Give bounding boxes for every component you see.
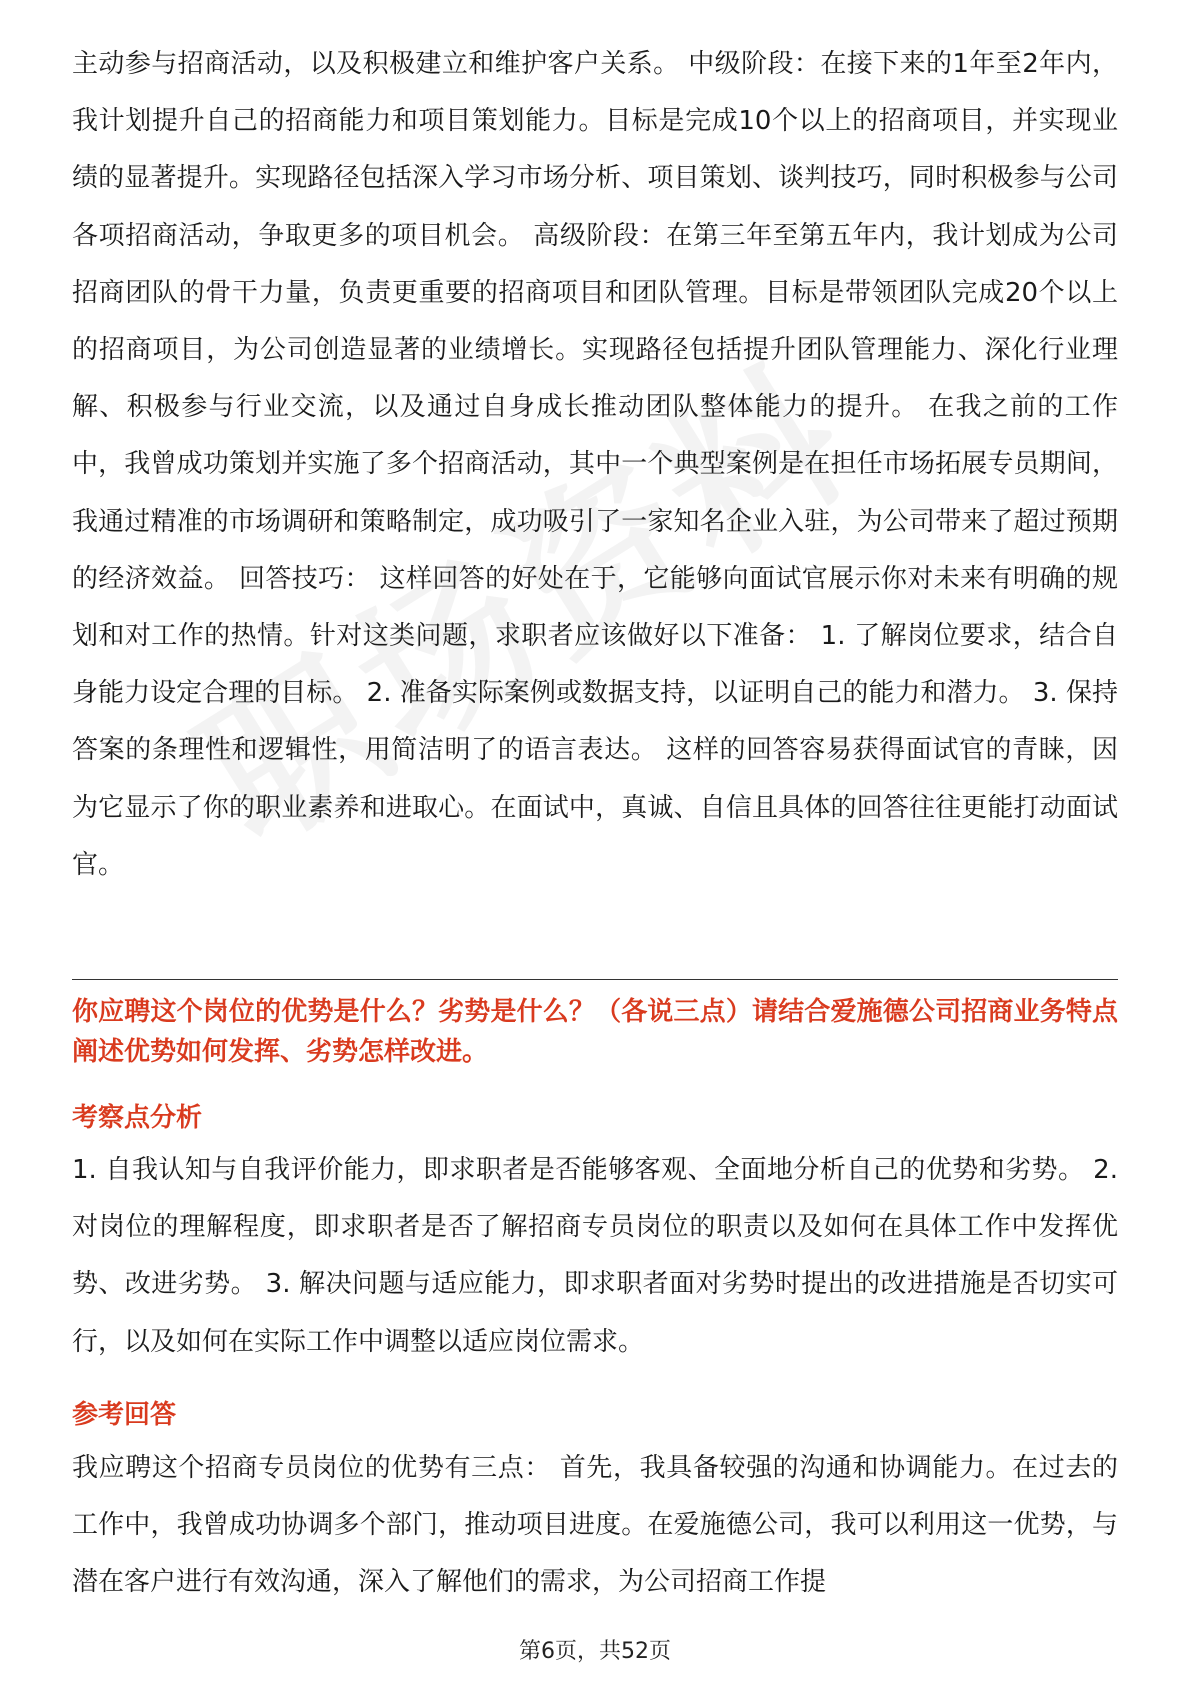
analysis-paragraph: 1. 自我认知与自我评价能力，即求职者是否能够客观、全面地分析自己的优势和劣势。 2. 对岗位的理解程度，即求职者是否了解招商专员岗位的职责以及如何在具体工作中发挥优势、改进劣势。 3. 解决问题与适应能力，即求职者面对劣势时提出的改进措施是否切实可行，以及如何在实际工作中调整以适应岗位需求。 xyxy=(72,1155,1127,1357)
intro-paragraph: 主动参与招商活动，以及积极建立和维护客户关系。 中级阶段：在接下来的1年至2年内，我计划提升自己的招商能力和项目策划能力。目标是完成10个以上的招商项目，并实现业绩的显著提升。实现路径包括深入学习市场分析、项目策划、谈判技巧，同时积极参与公司各项招商活动，争取更多的项目机会。 高级阶段：在第三年至第五年内，我计划成为公司招商团队的骨干力量，负责更重要的招商项目和团队管理。目标是带领团队完成20个以上的招商项目，为公司创造显著的业绩增长。实现路径包括提升团队管理能力、深化行业理解、积极参与行业交流，以及通过自身成长推动团队整体能力的提升。 在我之前的工作中，我曾成功策划并实施了多个招商活动，其中一个典型案例是在担任市场拓展专员期间，我通过精准的市场调研和策略制定，成功吸引了一家知名企业入驻，为公司带来了超过预期的经济效益。 回答技巧： 这样回答的好处在于，它能够向面试官展示你对未来有明确的规划和对工作的热情。针对这类问题，求职者应该做好以下准备： 1. 了解岗位要求，结合自身能力设定合理的目标。 2. 准备实际案例或数据支持，以证明自己的能力和潜力。 3. 保持答案的条理性和逻辑性，用简洁明了的语言表达。 这样的回答容易获得面试官的青睐，因为它显示了你的职业素养和进取心。在面试中，真诚、自信且具体的回答往往更能打动面试官。 xyxy=(72,49,1118,880)
question-title: 你应聘这个岗位的优势是什么？劣势是什么？（各说三点）请结合爱施德公司招商业务特点阐述优势如何发挥、劣势怎样改进。 xyxy=(72,997,1118,1067)
answer-paragraph: 我应聘这个招商专员岗位的优势有三点： 首先，我具备较强的沟通和协调能力。在过去的工作中，我曾成功协调多个部门，推动项目进度。在爱施德公司，我可以利用这一优势，与潜在客户进行有效沟通，深入了解他们的需求，为公司招商工作提 xyxy=(72,1453,1118,1598)
section-divider xyxy=(72,979,1118,980)
analysis-heading: 考察点分析 xyxy=(72,1103,203,1133)
answer-heading: 参考回答 xyxy=(72,1400,177,1430)
page-number-footer: 第6页，共52页 xyxy=(519,1639,671,1664)
